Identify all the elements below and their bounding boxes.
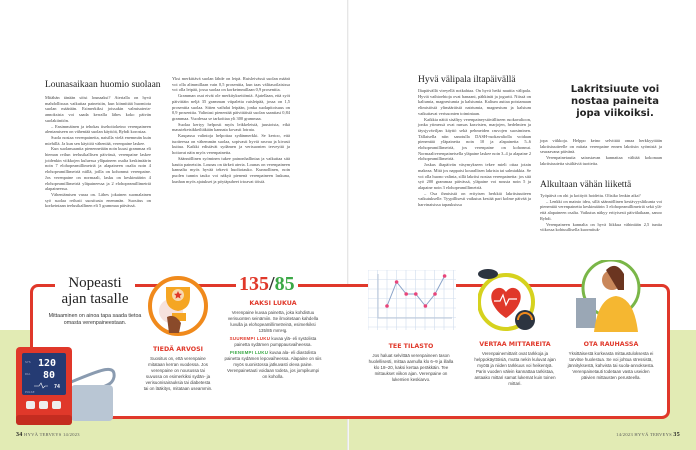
item-heading: TEE TILASTO [388, 343, 434, 350]
paragraph: Suola nostaa verenpainetta, naisilla vielä enemmän kuin miehillä. Ja kun sen käyttöä vähentää, verenpaine laskee. [45, 134, 151, 146]
pull-quote: Lakritsiuute voi nostaa paineita jopa viikoiksi. [570, 84, 660, 119]
page-footer-right [616, 432, 680, 438]
bp-example-value [236, 272, 298, 296]
monitor-dia-label: DIA [25, 372, 31, 376]
right-col2-top [540, 138, 662, 167]
paragraph: Joskus iltapäivän väsymykseen tekee mieli ottaa jotain makeaa. Mitä jos nappaisi kourallisen lakrisia tai salmiakkia. Se voi olla huono valinta, sillä lakritsi nostaa verenpainetta: jos sitä syö 200 grammaa päivässä, yläpaine voi nousta noin 5 ja alapaine noin 3 elohopeamillimetriä. [418, 162, 531, 190]
text: kuvaa ylä- eli systolista painetta sydämen pumppausvaiheessa. [234, 335, 317, 347]
monitor-pulse-label: PULSE [25, 390, 35, 394]
line-chart-icon [368, 270, 456, 330]
infographic-subtitle: Mittaaminen on ainoa tapa saada tietoa omasta verenpaineestaan. [48, 313, 142, 326]
item-heading: VERTAA MITTAREITA [479, 341, 551, 348]
item-kaksi-lukua [224, 300, 322, 382]
chart-point [395, 280, 399, 284]
monitor-dia: 80 [43, 370, 56, 381]
chart-point [433, 292, 437, 296]
relaxed-woman-icon [568, 260, 648, 332]
item-heading: KAKSI LUKUA [249, 300, 297, 307]
paragraph: Yksi merkittävä suolan lähde on leipä. Ruisleivässä suolan määrä voi olla alimmillaan vain 0,5 prosenttia, kun taas välitasoilaisissa voi olla leipää, jossa suolaa on korkeimmillaan 0,9 prosenttia. [172, 76, 290, 93]
monitor-sys-label: SYS [25, 360, 31, 364]
chart-point [404, 292, 408, 296]
item-heading: OTA RAUHASSA [583, 341, 639, 348]
paragraph: Verenpaineen kannalta on hyvä liikkua vähintään 2,5 tuntia viikossa kohtuullisella kuormituk- [540, 221, 662, 233]
chart-point [414, 292, 418, 296]
chart-point [443, 274, 447, 278]
page-number: 35 [673, 432, 680, 438]
keyword: SUUREMPI LUKU [229, 335, 271, 341]
paragraph: Gramman osat eivät ole merkityksettömiä. Ajatellaan, että syöt päivittäin neljä 35 gramman viipaletta ruisleipää, jossa on 1,5 prosenttia suolaa. Sitten vaihdat leipään, jonka suolapitoisuus on 0,9 prosenttia. Valintasi pienentää päivittäistä suolan saantiasi 0,84 grammaa. Vuodessa se tarkoittaa yli 300 grammaa. [172, 93, 290, 121]
chart-point [385, 304, 389, 308]
infographic-title: Nopeasti ajan tasalle [55, 275, 135, 307]
right-col2-bottom [540, 193, 662, 233]
page-number: 34 [16, 432, 23, 438]
item-heading: TIEDÄ ARVOSI [153, 346, 203, 353]
separator: / [269, 273, 275, 295]
left-col1 [45, 95, 151, 209]
footer-text: HYVÄ TERVEYS 14/2023 [24, 432, 80, 437]
item-tieda-arvosi [143, 346, 213, 394]
heart-gauge-icon [478, 268, 540, 336]
paragraph: Suolaa kertyy helposti myös leikkeleistä, juustoista, eikä mausteketsikkeiltäkään kannata kovasti lotrata. [172, 121, 290, 133]
paragraph: Iltapäivällä vireyellä notkahtaa. On hyvä hetki nauttia välipala. Hyviä vaihtoehtoja ovat banaani, pähkinät ja jogurtti. Niissä on kaliumia, magnesiumia ja kalsiumia. Kalium auttaa poistamaan elimistöstä ylimääräistä natriumia, magnesium ja kalsium vaikuttavat verisuonten toimintaan. [418, 88, 531, 116]
right-col1 [418, 88, 531, 208]
paragraph: – Osa ihmisistä on erityisen herkkiä lakritsiuutteen vaikutukselle. Tyypillisesti vaikutus kestää pari kolme päivää ja harvinaisissa tapauksissa [418, 190, 531, 208]
systolic-value: 135 [239, 273, 269, 295]
left-col2 [172, 76, 290, 184]
page-footer-left [16, 432, 80, 438]
item-text-diastolic [224, 350, 322, 380]
trophy-icon [147, 275, 209, 337]
footer-text: 14/2023 HYVÄ TERVEYS [616, 432, 672, 437]
paragraph: Vähentämisen varaa on. Lähes jokainen suomalainen syö suolaa reilusti suositusta enemmän. Suositus on korkeintaan teelusikallinen eli 5 grammaa päivässä. [45, 191, 151, 209]
monitor-sys: 120 [38, 358, 57, 369]
paragraph: jopa viikkoja. Helppo keino selvittää omaa herkkyyttään lakritsiuutteelle on mitata verenpaine ennen lakritsin syömistä ja seuraavana päivänä. [540, 138, 662, 155]
blood-pressure-monitor-icon [16, 347, 72, 425]
paragraph: Kaikkia näitä sisältyy verenpaineystävälliseen ruokavalioon, jonka ytimessä ovat runsas kasvisten, marjojen, hedelmien ja täysjyväviljan käyttö sekä pehmeiden rasvojen suosiminen. Tällaisella niin sanotulla DASH-ruokavaliolla voidaan pienentää yläpainetta noin 10 ja alapainetta 5–6 elohopeamillimetriä, jos verenpaine on kohonnut. Normaaliverenpaineisella yläpaine laskee noin 3–4 ja alapaine 2 elohopeamillimetriä. [418, 116, 532, 162]
item-vertaa-mittareita [473, 341, 557, 389]
monitor-pulse: 74 [54, 384, 61, 390]
paragraph: – Lenkki on mainio idea, sillä säännöllinen kestävyysliikunta voi pienentää verenpainetta keskimäärin 3 elohopeamillimetriä sekä ylä- että alapaineen osalta. Vaikutus näkyy erityisesti päivälaikaan, sanoo Rybdi. [540, 198, 662, 221]
paragraph: Työpäivä on ohi ja kotityöt hoidettu. Olisiko lenkin aika? [540, 193, 641, 198]
article-heading: Lounasaikaan huomio suolaan [45, 80, 161, 90]
paragraph: – Ensimmäinen ja tehokas itsehoitokeino verenpaineen alentamiseen on vähentää suolan käyttöä, Rybdi korostaa. [45, 123, 151, 135]
item-tee-tilasto [368, 343, 454, 385]
article-heading-exercise: Alkultaan vähän liikettä [540, 180, 632, 190]
paragraph: Mitähän tänään söisi lounaaksi? Aterialla on hyvä mahdollisuus vaikuttaa painetsiin, kun kiinnittää huomiota suolan määrään. Esimerkiksi joissakin valmisateria-annoksista voi saada kerralla lähes koko päivän suolakiintiön. [45, 95, 151, 123]
paragraph: Säännöllinen syöminen tukee painonhallintaa ja vaikuttaa sitä kautta painetsiin. Lounas on tärkeä ateria. Lounas on verenpaineen kannalta myös hyvää tekevä huoltotauko. Kunnollinen, noin puolen tunnin tauko voi näkyä pienenä verenpaineen laskuna, kunhan myös ajatukset ja pöytäpuheet irtoavat töistä. [172, 155, 290, 184]
item-ota-rauhassa [566, 341, 656, 383]
item-text: Verenpaine kuvaa painetta, joka kohdistuu verisuonten seinämiin. Se ilmoitetaan kahdella luvulla ja elohopeamillimetreinä, esimerkiksi 135/85 mmHg. [227, 309, 319, 333]
paragraph: Verenpainetautia sairastavan kannattaa välttää kokonaan lakritsiuutetta sisältäviä tuotteita. [540, 155, 662, 166]
item-text-systolic [224, 336, 322, 348]
paragraph: Kaupassa valintoja helpottaa sydänmerkki. Se kertoo, että tuotteessa on vähemmän suolaa, sopivasti hyviä rasvaa ja kivasti kuitua. Kaikki edistävät sydämen ja verisuonten terveyttä ja hoitavat näin myös verenpainetta. [172, 133, 290, 156]
diastolic-value: 85 [274, 273, 295, 295]
item-text: Verenpainemittarit ovat tarkkoja ja helppokäyttöisiä, mutta nekin kuluvat ajan myötä ja niiden tarkkuus voi heikentyä. Parin vuoden välein kannattaa tarkistaa, antaako mittari samat lukemat kuin toinen mittari. [474, 350, 556, 386]
chart-point [424, 304, 428, 308]
item-text: Jos haluat selvittää verenpaineen tason huolellisesti, mittaa aamulla klo 6–9 ja illalla klo 18–20, kaksi kertaa peräkkäin. Tee mittaukset viikon ajan. Verenpaine on lukemien keskiarvo. [368, 352, 454, 382]
article-heading-snack: Hyvä välipala iltapäivällä [418, 75, 516, 85]
item-text: Yksittäisestä korkeasta mittaustuloksesta ei tarvitse huolestua. Se voi johtua stressistä, jännityksestä, kahvista tai suola-annoksesta. Verenpainetauti todetaan vasta useiden päivien mittausten perusteella. [567, 350, 655, 380]
keyword: PIENEMPI LUKU [229, 349, 269, 355]
item-text: Suositus on, että verenpaine mitataan kerran vuodessa. Jos verenpaine on nousussa tai suvussa on esimerkiksi sydän- ja verisuonisairauksia tai diabetesta tai on lääkitys, mitataan useammin. [143, 355, 213, 391]
paragraph: Kun suolansaantia pienennetään noin kuusi grammaa eli hieman reilun teelusikallisen päivässä, verenpaine laskee joidenkin viikkojen kuluessa ylãpaineen osalta keskimäärin noin 7 elohopeamillimetriä ja alapaineen osalta noin 4 elohopeamillimetriä niillä, joilla on kohonnut verenpaine. Jos verenpaine on normaali, lasku on keskimäärin 4 elohopeamillimetriä yläpaineessa ja 2 elohopeamillimetriä alapaineessa. [45, 146, 151, 192]
text: kuvaa ala- eli diastolista painetta sydämen lepovaiheessa. Alapaine on siis myös suonistossa jatkuvasti oleva paine. Verenpainetauti voidaan todeta, jos jompikumpi on koholla. [224, 349, 322, 379]
